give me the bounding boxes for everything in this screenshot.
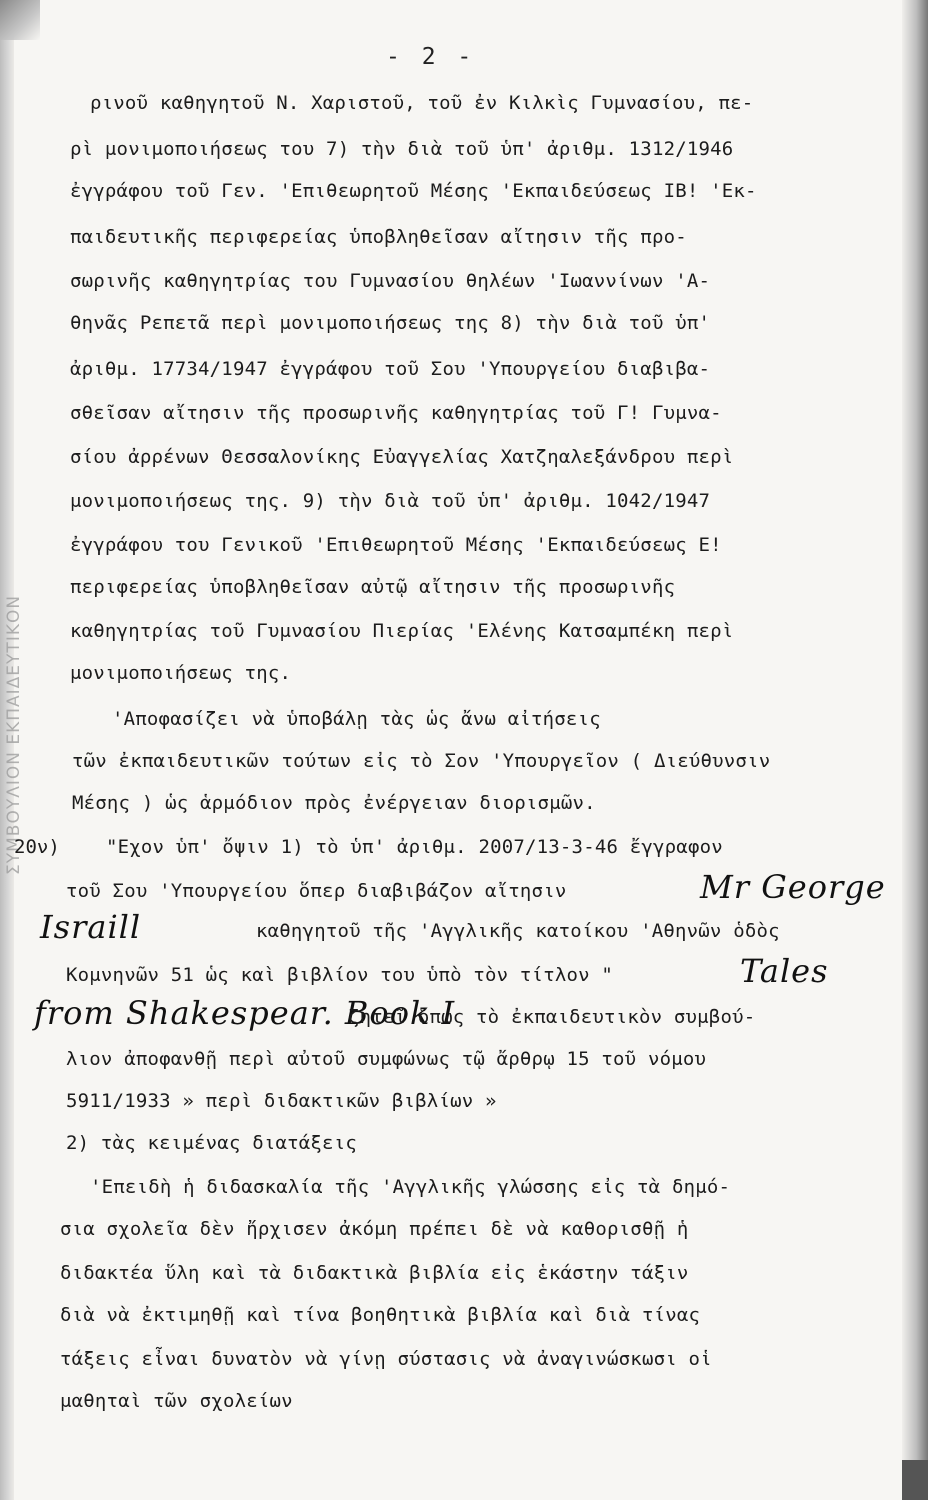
handwritten-title: from Shakespear. Book I bbox=[34, 994, 456, 1032]
text-line: θηνᾶς Ρεπετᾶ περὶ μονιμοποιήσεως της 8) τὴν διὰ τοῦ ὑπ' bbox=[70, 312, 711, 334]
text-line: ἐγγράφου του Γενικοῦ 'Επιθεωρητοῦ Μέσης 'Εκπαιδεύσεως Ε! bbox=[70, 534, 722, 556]
page-number: - 2 - bbox=[386, 44, 476, 70]
text-line: διὰ νὰ ἐκτιμηθῇ καὶ τίνα βοηθητικὰ βιβλία καὶ διὰ τίνας bbox=[60, 1304, 701, 1326]
text-line: Μέσης ) ὡς ἁρμόδιον πρὸς ἐνέργειαν διορισμῶν. bbox=[72, 792, 596, 814]
handwritten-name: Mr George bbox=[700, 868, 886, 906]
page-edge-shadow bbox=[902, 0, 928, 1500]
text-line: παιδευτικῆς περιφερείας ὑποβληθεῖσαν αἴτησιν τῆς προ- bbox=[70, 226, 687, 248]
text-line: σίου ἀρρένων Θεσσαλονίκης Εὐαγγελίας Χατζηαλεξάνδρου περὶ bbox=[70, 446, 734, 468]
text-line: μονιμοποιήσεως της. 9) τὴν διὰ τοῦ ὑπ' ἀριθμ. 1042/1947 bbox=[70, 490, 711, 512]
vertical-archive-stamp: ΣΥΜΒΟΥΛΙΟΝ ΕΚΠΑΙΔΕΥΤΙΚΟΝ bbox=[4, 594, 24, 876]
text-line: περιφερείας ὑποβληθεῖσαν αὐτῷ αἴτησιν τῆς προσωρινῆς bbox=[70, 576, 676, 598]
text-line: διδακτέα ὕλη καὶ τὰ διδακτικὰ βιβλία εἰς ἑκάστην τάξιν bbox=[60, 1262, 689, 1284]
text-line: "Εχον ὑπ' ὄψιν 1) τὸ ὑπ' ἀριθμ. 2007/13-3-46 ἔγγραφον bbox=[106, 836, 723, 858]
text-line: ρινοῦ καθηγητοῦ Ν. Χαριστοῦ, τοῦ ἐν Κιλκὶς Γυμνασίου, πε- bbox=[90, 92, 754, 114]
text-line: σθεῖσαν αἴτησιν τῆς προσωρινῆς καθηγητρίας τοῦ Γ! Γυμνα- bbox=[70, 402, 722, 424]
text-line: 5911/1933 » περὶ διδακτικῶν βιβλίων » bbox=[66, 1090, 497, 1112]
text-line: ζητεῖ ὅπως τὸ ἐκπαιδευτικὸν συμβού- bbox=[348, 1006, 756, 1028]
text-line: Κομνηνῶν 51 ὡς καὶ βιβλίον του ὑπὸ τὸν τίτλον " bbox=[66, 964, 614, 986]
handwritten-name: Israill bbox=[40, 908, 142, 946]
text-line: 2) τὰς κειμένας διατάξεις bbox=[66, 1132, 357, 1154]
text-line: καθηγητοῦ τῆς 'Αγγλικῆς κατοίκου 'Αθηνῶν ὁδὸς bbox=[256, 920, 780, 942]
handwritten-title: Tales bbox=[740, 952, 829, 990]
text-line: τάξεις εἶναι δυνατὸν νὰ γίνῃ σύστασις νὰ ἀναγινώσκωσι οἱ bbox=[60, 1348, 712, 1370]
text-line: λιον ἀποφανθῇ περὶ αὐτοῦ συμφώνως τῷ ἄρθρῳ 15 τοῦ νόμου bbox=[66, 1048, 707, 1070]
text-line: καθηγητρίας τοῦ Γυμνασίου Πιερίας 'Ελένης Κατσαμπέκη περὶ bbox=[70, 620, 734, 642]
text-line: ἀριθμ. 17734/1947 ἐγγράφου τοῦ Σου 'Υπουργείου διαβιβα- bbox=[70, 358, 711, 380]
text-line: 'Αποφασίζει νὰ ὑποβάλῃ τὰς ὡς ἄνω αἰτήσεις bbox=[112, 708, 601, 730]
text-line: σια σχολεῖα δὲν ἤρχισεν ἀκόμη πρέπει δὲ νὰ καθορισθῇ ἡ bbox=[60, 1218, 689, 1240]
text-line: μαθηταὶ τῶν σχολείων bbox=[60, 1390, 293, 1412]
text-line: ρὶ μονιμοποιήσεως του 7) τὴν διὰ τοῦ ὑπ' ἀριθμ. 1312/1946 bbox=[70, 138, 734, 160]
binding-corner bbox=[0, 0, 40, 40]
text-line: 'Επειδὴ ἡ διδασκαλία τῆς 'Αγγλικῆς γλώσσης εἰς τὰ δημό- bbox=[90, 1176, 731, 1198]
text-line: μονιμοποιήσεως της. bbox=[70, 662, 292, 684]
text-line: σωρινῆς καθηγητρίας του Γυμνασίου θηλέων 'Ιωαννίνων 'Α- bbox=[70, 270, 711, 292]
page-edge-corner bbox=[902, 1460, 928, 1500]
margin-label: 20ν) bbox=[14, 836, 60, 858]
text-line: τῶν ἐκπαιδευτικῶν τούτων εἰς τὸ Σον 'Υπουργεῖον ( Διεύθυνσιν bbox=[72, 750, 771, 772]
text-line: ἐγγράφου τοῦ Γεν. 'Επιθεωρητοῦ Μέσης 'Εκπαιδεύσεως ΙΒ! 'Εκ- bbox=[70, 180, 757, 202]
text-line: τοῦ Σου 'Υπουργείου ὅπερ διαβιβάζον αἴτησιν bbox=[66, 880, 567, 902]
